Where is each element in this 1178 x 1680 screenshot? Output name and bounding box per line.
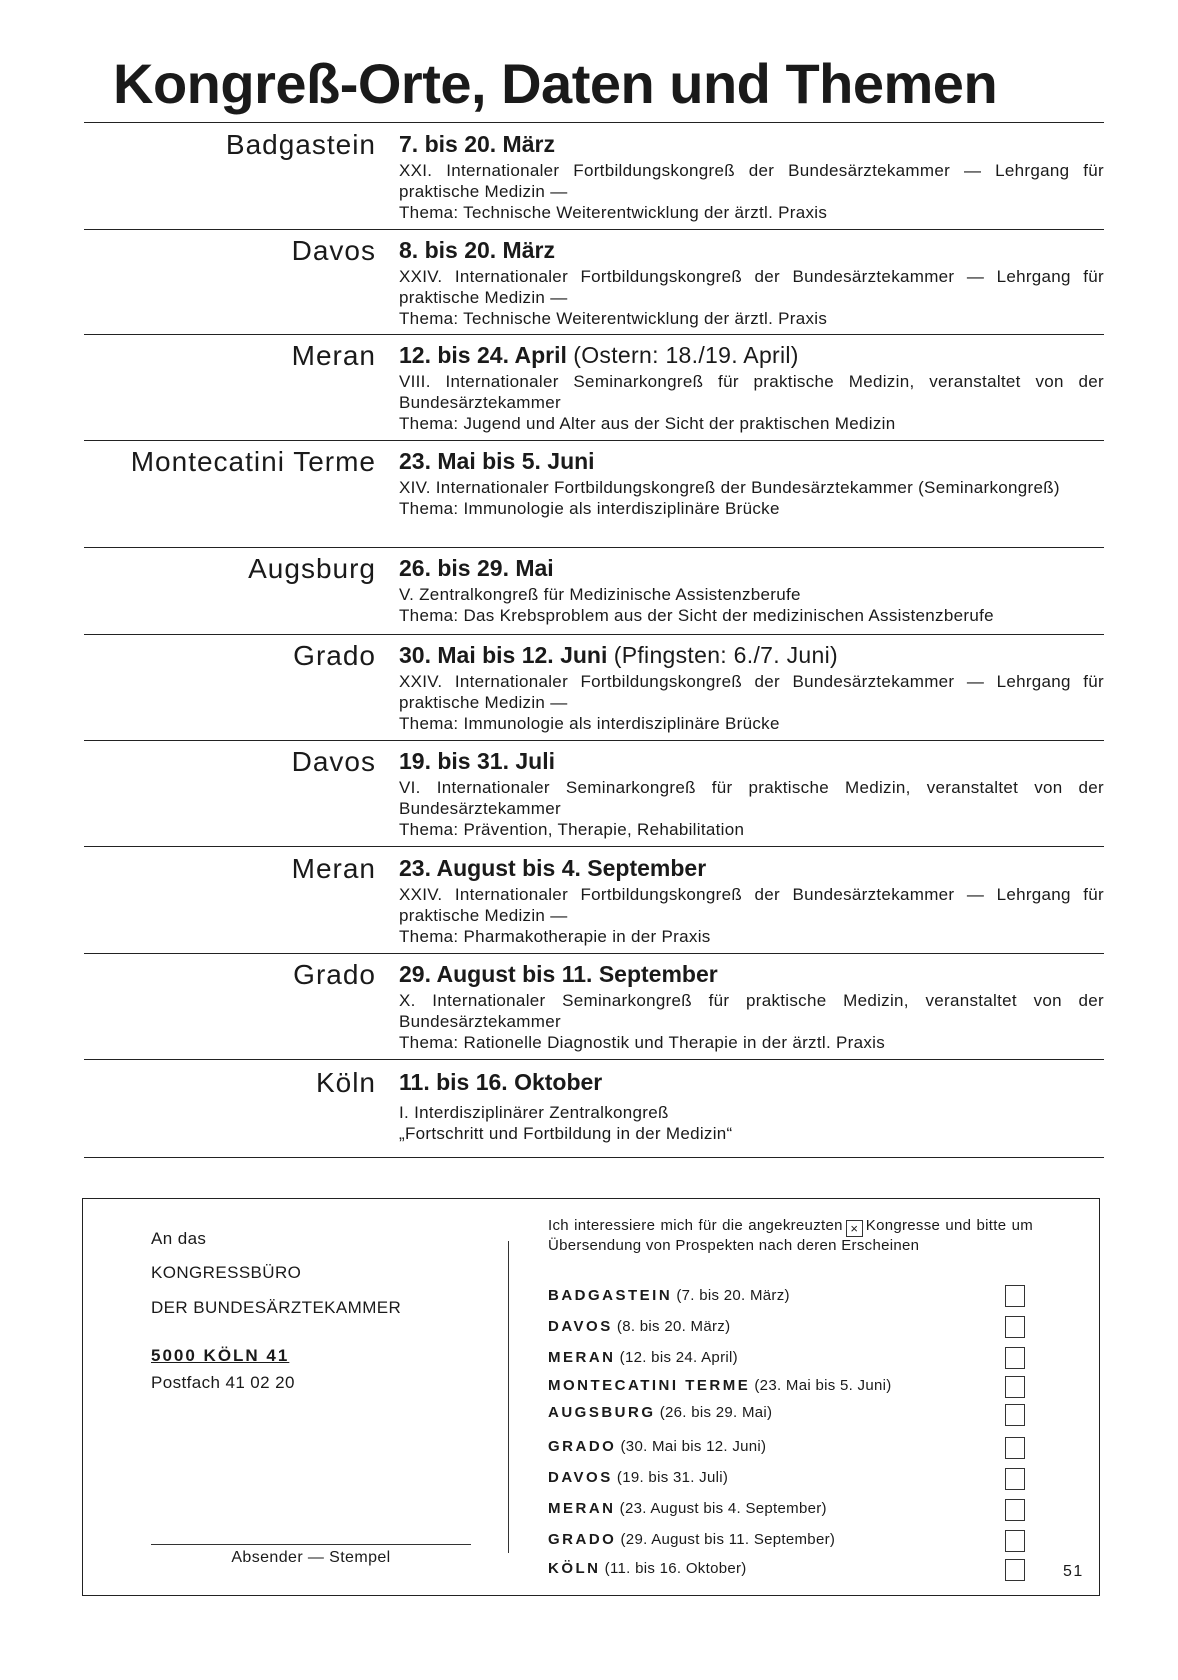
congress-dates [399, 852, 1104, 884]
sender-label: Absender — Stempel [231, 1549, 391, 1566]
congress-entry [84, 958, 1104, 1060]
checkbox-davos[interactable] [1005, 1468, 1025, 1490]
congress-theme: Thema: Immunologie als interdisziplinäre Brücke [399, 714, 780, 733]
entry-divider [84, 846, 1104, 847]
congress-entry [84, 745, 1104, 847]
option-city: KÖLN [548, 1560, 601, 1577]
entry-divider [84, 547, 1104, 548]
congress-city: Grado [293, 959, 376, 990]
congress-dates [399, 339, 1104, 371]
congress-content [399, 445, 1104, 519]
congress-theme: Thema: Immunologie als interdisziplinäre Brücke [399, 499, 780, 518]
option-dates: (19. bis 31. Juli) [616, 1469, 729, 1486]
congress-date-range: 26. bis 29. Mai [399, 555, 554, 581]
congress-date-range: 23. August bis 4. September [399, 855, 707, 881]
entry-divider [84, 1059, 1104, 1060]
option-dates: (23. Mai bis 5. Juni) [754, 1377, 892, 1394]
congress-dates [399, 745, 1104, 777]
checkbox-badgastein[interactable] [1005, 1285, 1025, 1307]
congress-description: XXIV. Internationaler Fortbildungskongreß der Bundesärztekammer — Lehrgang für praktische Medizin — [399, 672, 1104, 712]
congress-entry [84, 639, 1104, 741]
page-title: Kongreß-Orte, Daten und Themen [113, 52, 998, 115]
congress-content [399, 234, 1104, 329]
congress-city: Davos [291, 746, 376, 777]
checkbox-grado[interactable] [1005, 1530, 1025, 1552]
congress-date-range: 23. Mai bis 5. Juni [399, 448, 595, 474]
congress-city: Köln [315, 1067, 376, 1098]
congress-city: Augsburg [248, 553, 376, 584]
congress-city: Montecatini Terme [130, 446, 376, 477]
congress-option [548, 1560, 1018, 1577]
congress-date-range: 29. August bis 11. September [399, 961, 718, 987]
congress-dates [399, 1066, 1104, 1098]
entry-divider [84, 440, 1104, 441]
option-dates: (30. Mai bis 12. Juni) [620, 1438, 767, 1455]
congress-dates [399, 639, 1104, 671]
congress-city: Davos [291, 235, 376, 266]
congress-entry [84, 552, 1104, 635]
congress-city: Meran [291, 340, 376, 371]
congress-description: X. Internationaler Seminarkongreß für praktische Medizin, veranstaltet von der Bundesärztekammer [399, 991, 1104, 1031]
congress-option [548, 1287, 1018, 1304]
congress-description: V. Zentralkongreß für Medizinische Assistenzberufe [399, 585, 801, 604]
option-city: GRADO [548, 1438, 617, 1455]
option-dates: (23. August bis 4. September) [619, 1500, 827, 1517]
option-city: AUGSBURG [548, 1404, 656, 1421]
congress-theme: Thema: Pharmakotherapie in der Praxis [399, 927, 711, 946]
congress-dates [399, 958, 1104, 990]
intro-text: Ich interessiere mich für die angekreuzten [548, 1217, 843, 1234]
checkbox-meran[interactable] [1005, 1499, 1025, 1521]
congress-theme: Thema: Technische Weiterentwicklung der ärztl. Praxis [399, 203, 828, 222]
congress-theme: Thema: Prävention, Therapie, Rehabilitation [399, 820, 745, 839]
entry-divider [84, 334, 1104, 335]
congress-dates [399, 445, 1104, 477]
congress-theme: Thema: Rationelle Diagnostik und Therapie in der ärztl. Praxis [399, 1033, 886, 1052]
checkbox-koeln[interactable] [1005, 1559, 1025, 1581]
option-city: DAVOS [548, 1318, 613, 1335]
title-divider [84, 122, 1104, 123]
congress-date-range: 12. bis 24. April [399, 342, 567, 368]
option-dates: (26. bis 29. Mai) [659, 1404, 773, 1421]
congress-entry [84, 339, 1104, 441]
congress-content [399, 128, 1104, 223]
congress-content [399, 745, 1104, 840]
congress-entry [84, 234, 1104, 335]
congress-date-range: 11. bis 16. Oktober [399, 1069, 603, 1095]
congress-content [399, 1066, 1104, 1144]
checkbox-grado[interactable] [1005, 1437, 1025, 1459]
congress-dates [399, 552, 1104, 584]
entry-divider [84, 229, 1104, 230]
congress-description: XXIV. Internationaler Fortbildungskongreß der Bundesärztekammer — Lehrgang für praktische Medizin — [399, 267, 1104, 307]
congress-option [548, 1377, 1018, 1394]
congress-description: XXIV. Internationaler Fortbildungskongreß der Bundesärztekammer — Lehrgang für praktische Medizin — [399, 885, 1104, 925]
option-dates: (12. bis 24. April) [619, 1349, 738, 1366]
congress-city: Grado [293, 640, 376, 671]
option-city: MONTECATINI TERME [548, 1377, 751, 1394]
congress-description: XXI. Internationaler Fortbildungskongreß der Bundesärztekammer — Lehrgang für praktische Medizin — [399, 161, 1104, 201]
entry-divider [84, 634, 1104, 635]
form-divider [508, 1241, 509, 1553]
congress-option [548, 1531, 1018, 1548]
congress-entry [84, 128, 1104, 230]
option-city: BADGASTEIN [548, 1287, 673, 1304]
option-city: GRADO [548, 1531, 617, 1548]
congress-theme: Thema: Technische Weiterentwicklung der ärztl. Praxis [399, 309, 828, 328]
address-line: DER BUNDESÄRZTEKAMMER [151, 1298, 402, 1317]
congress-option [548, 1438, 1018, 1455]
congress-city: Meran [291, 853, 376, 884]
address-city: 5000 KÖLN 41 [151, 1346, 290, 1365]
congress-option [548, 1500, 1018, 1517]
address-line: KONGRESSBÜRO [151, 1263, 302, 1282]
congress-content [399, 958, 1104, 1053]
option-city: MERAN [548, 1500, 616, 1517]
form-intro [548, 1217, 1033, 1254]
congress-description: XIV. Internationaler Fortbildungskongreß der Bundesärztekammer (Seminarkongreß) [399, 478, 1060, 497]
option-dates: (8. bis 20. März) [616, 1318, 731, 1335]
congress-date-range: 8. bis 20. März [399, 237, 555, 263]
congress-theme: Thema: Das Krebsproblem aus der Sicht der medizinischen Assistenzberufe [399, 606, 994, 625]
congress-dates [399, 128, 1104, 160]
option-city: DAVOS [548, 1469, 613, 1486]
congress-theme: „Fortschritt und Fortbildung in der Medizin“ [399, 1124, 733, 1143]
congress-option [548, 1404, 1018, 1421]
address-postbox: Postfach 41 02 20 [151, 1373, 295, 1392]
congress-date-range: 7. bis 20. März [399, 131, 555, 157]
congress-entry [84, 445, 1104, 548]
congress-option [548, 1318, 1018, 1335]
congress-date-note: (Ostern: 18./19. April) [573, 342, 799, 368]
congress-content [399, 639, 1104, 734]
congress-description: VI. Internationaler Seminarkongreß für praktische Medizin, veranstaltet von der Bundesärztekammer [399, 778, 1104, 818]
congress-content [399, 339, 1104, 434]
entry-divider [84, 1157, 1104, 1158]
intro-text: Kongresse und bitte um Übersendung von Prospekten nach deren Erscheinen [548, 1217, 1034, 1254]
address-line: An das [151, 1229, 207, 1248]
cross-mark-icon: × [846, 1220, 863, 1237]
congress-content [399, 552, 1104, 626]
option-dates: (7. bis 20. März) [676, 1287, 790, 1304]
congress-entry [84, 1066, 1104, 1158]
checkbox-montecatini-terme[interactable] [1005, 1376, 1025, 1398]
entry-divider [84, 953, 1104, 954]
page-number: 51 [1063, 1563, 1084, 1580]
congress-description: VIII. Internationaler Seminarkongreß für praktische Medizin, veranstaltet von der Bundesärztekammer [399, 372, 1104, 412]
option-city: MERAN [548, 1349, 616, 1366]
congress-date-note: (Pfingsten: 6./7. Juni) [613, 642, 838, 668]
option-dates: (29. August bis 11. September) [620, 1531, 836, 1548]
congress-date-range: 30. Mai bis 12. Juni [399, 642, 608, 668]
checkbox-augsburg[interactable] [1005, 1404, 1025, 1426]
congress-dates [399, 234, 1104, 266]
congress-option [548, 1469, 1018, 1486]
checkbox-davos[interactable] [1005, 1316, 1025, 1338]
sender-signature-line [151, 1544, 471, 1545]
congress-content [399, 852, 1104, 947]
congress-entry [84, 852, 1104, 954]
reply-form [82, 1198, 1100, 1596]
option-dates: (11. bis 16. Oktober) [604, 1560, 747, 1577]
congress-theme: Thema: Jugend und Alter aus der Sicht der praktischen Medizin [399, 414, 896, 433]
congress-date-range: 19. bis 31. Juli [399, 748, 555, 774]
congress-option [548, 1349, 1018, 1366]
entry-divider [84, 740, 1104, 741]
congress-city: Badgastein [225, 129, 376, 160]
congress-description: I. Interdisziplinärer Zentralkongreß [399, 1103, 669, 1122]
checkbox-meran[interactable] [1005, 1347, 1025, 1369]
